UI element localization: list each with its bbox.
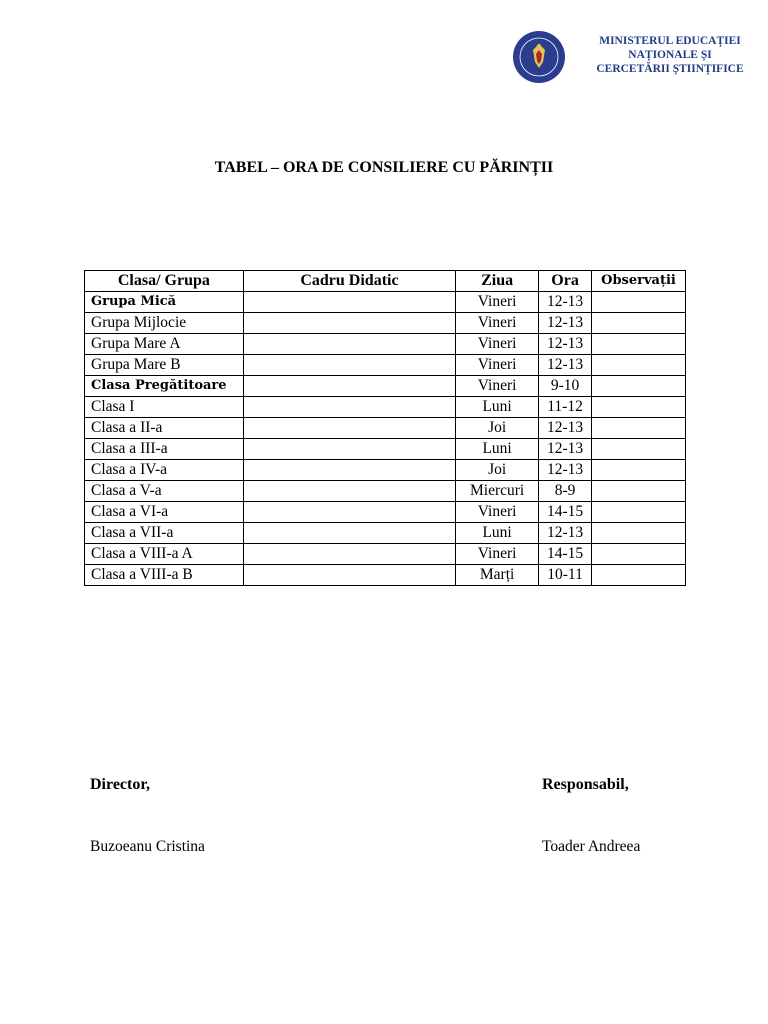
column-header-cadru: Cadru Didatic	[243, 271, 455, 292]
cell-cadru-didactic	[243, 481, 455, 502]
cell-cadru-didactic	[243, 292, 455, 313]
cell-observatii	[592, 418, 686, 439]
cell-ora: 12-13	[539, 334, 592, 355]
cell-observatii	[592, 460, 686, 481]
cell-observatii	[592, 292, 686, 313]
responsabil-name: Toader Andreea	[542, 838, 641, 855]
cell-cadru-didactic	[243, 544, 455, 565]
schedule-table	[84, 270, 686, 586]
letterhead	[512, 28, 762, 88]
cell-ziua: Vineri	[456, 313, 539, 334]
cell-clasa: Clasa a VIII-a A	[85, 544, 244, 565]
cell-clasa: Grupa Mijlocie	[85, 313, 244, 334]
cell-clasa: Clasa a IV-a	[85, 460, 244, 481]
table-row	[85, 523, 686, 544]
column-header-ziua: Ziua	[456, 271, 539, 292]
cell-clasa: Clasa Pregătitoare	[85, 376, 244, 397]
cell-ziua: Miercuri	[456, 481, 539, 502]
cell-ora: 12-13	[539, 439, 592, 460]
cell-cadru-didactic	[243, 460, 455, 481]
cell-observatii	[592, 502, 686, 523]
cell-cadru-didactic	[243, 565, 455, 586]
table-row	[85, 376, 686, 397]
cell-cadru-didactic	[243, 523, 455, 544]
cell-cadru-didactic	[243, 355, 455, 376]
ministry-line: CERCETĂRII ȘTIINȚIFICE	[596, 63, 744, 75]
table-row	[85, 313, 686, 334]
director-label: Director,	[90, 776, 150, 793]
cell-ziua: Luni	[456, 397, 539, 418]
page-title: TABEL – ORA DE CONSILIERE CU PĂRINȚII	[214, 159, 554, 176]
column-header-ora: Ora	[539, 271, 592, 292]
responsabil-label: Responsabil,	[542, 776, 629, 793]
ministry-name	[570, 34, 768, 76]
cell-ziua: Vineri	[456, 544, 539, 565]
cell-observatii	[592, 376, 686, 397]
column-header-observatii: Observații	[592, 271, 686, 292]
cell-cadru-didactic	[243, 376, 455, 397]
cell-ora: 14-15	[539, 544, 592, 565]
cell-cadru-didactic	[243, 397, 455, 418]
director-name: Buzoeanu Cristina	[90, 838, 205, 855]
ministry-line: MINISTERUL EDUCAȚIEI	[599, 35, 741, 47]
cell-ziua: Marți	[456, 565, 539, 586]
column-header-clasa: Clasa/ Grupa	[85, 271, 244, 292]
cell-ora: 8-9	[539, 481, 592, 502]
cell-clasa: Clasa a II-a	[85, 418, 244, 439]
cell-clasa: Clasa a VII-a	[85, 523, 244, 544]
table-row	[85, 481, 686, 502]
cell-cadru-didactic	[243, 502, 455, 523]
cell-ziua: Vineri	[456, 334, 539, 355]
cell-ora: 9-10	[539, 376, 592, 397]
cell-ziua: Luni	[456, 439, 539, 460]
cell-cadru-didactic	[243, 418, 455, 439]
table-row	[85, 334, 686, 355]
table-row	[85, 502, 686, 523]
table-row	[85, 460, 686, 481]
cell-clasa: Clasa I	[85, 397, 244, 418]
cell-ziua: Vineri	[456, 292, 539, 313]
cell-ora: 12-13	[539, 292, 592, 313]
cell-clasa: Grupa Mare B	[85, 355, 244, 376]
table-row	[85, 292, 686, 313]
cell-clasa: Clasa a VIII-a B	[85, 565, 244, 586]
cell-observatii	[592, 355, 686, 376]
ministry-line: NAȚIONALE ȘI	[628, 49, 712, 61]
cell-ora: 11-12	[539, 397, 592, 418]
cell-ora: 10-11	[539, 565, 592, 586]
cell-observatii	[592, 397, 686, 418]
cell-clasa: Clasa a VI-a	[85, 502, 244, 523]
cell-ora: 14-15	[539, 502, 592, 523]
table-row	[85, 565, 686, 586]
government-seal-icon	[512, 30, 566, 84]
cell-observatii	[592, 334, 686, 355]
cell-observatii	[592, 481, 686, 502]
cell-ziua: Luni	[456, 523, 539, 544]
table-row	[85, 397, 686, 418]
cell-cadru-didactic	[243, 439, 455, 460]
cell-ora: 12-13	[539, 460, 592, 481]
table-row	[85, 544, 686, 565]
cell-cadru-didactic	[243, 313, 455, 334]
cell-ora: 12-13	[539, 313, 592, 334]
table-header-row	[85, 271, 686, 292]
cell-observatii	[592, 523, 686, 544]
cell-clasa: Grupa Mică	[85, 292, 244, 313]
cell-ora: 12-13	[539, 523, 592, 544]
cell-ora: 12-13	[539, 418, 592, 439]
cell-clasa: Clasa a III-a	[85, 439, 244, 460]
cell-observatii	[592, 565, 686, 586]
table-row	[85, 418, 686, 439]
table-row	[85, 355, 686, 376]
cell-observatii	[592, 544, 686, 565]
cell-clasa: Clasa a V-a	[85, 481, 244, 502]
cell-ziua: Vineri	[456, 355, 539, 376]
cell-clasa: Grupa Mare A	[85, 334, 244, 355]
cell-ora: 12-13	[539, 355, 592, 376]
cell-observatii	[592, 439, 686, 460]
cell-ziua: Joi	[456, 460, 539, 481]
cell-observatii	[592, 313, 686, 334]
cell-cadru-didactic	[243, 334, 455, 355]
cell-ziua: Vineri	[456, 502, 539, 523]
cell-ziua: Vineri	[456, 376, 539, 397]
table-row	[85, 439, 686, 460]
cell-ziua: Joi	[456, 418, 539, 439]
